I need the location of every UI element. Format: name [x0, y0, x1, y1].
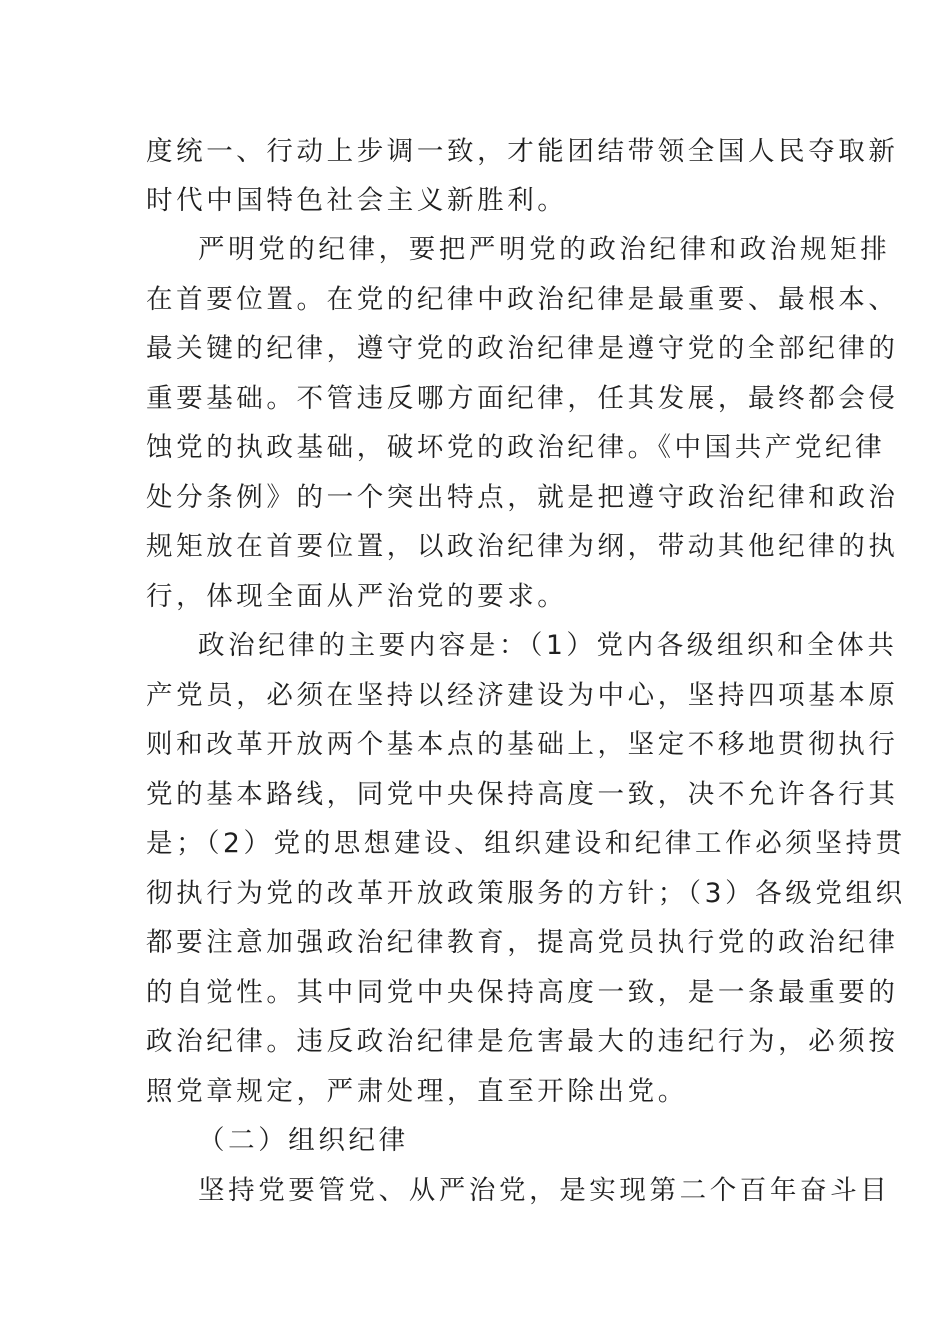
- paragraph-first-line: 坚持党要管党、从严治党，是实现第二个百年奋斗目: [198, 1175, 891, 1206]
- paragraph-first-line: 严明党的纪律，要把严明党的政治纪律和政治规矩排: [198, 234, 891, 265]
- text-line: 是；（2）党的思想建设、组织建设和纪律工作必须坚持贯: [146, 828, 906, 859]
- text-line: 重要基础。不管违反哪方面纪律，任其发展，最终都会侵: [146, 383, 899, 414]
- text-line: 规矩放在首要位置，以政治纪律为纲，带动其他纪律的执: [146, 531, 899, 562]
- text-line: 照党章规定，严肃处理，直至开除出党。: [146, 1076, 688, 1107]
- text-line: 则和改革开放两个基本点的基础上，坚定不移地贯彻执行: [146, 729, 899, 760]
- text-line: 产党员，必须在坚持以经济建设为中心，坚持四项基本原: [146, 680, 899, 711]
- text-line: 党的基本路线，同党中央保持高度一致，决不允许各行其: [146, 779, 899, 810]
- text-line: 彻执行为党的改革开放政策服务的方针；（3）各级党组织: [146, 878, 906, 909]
- text-line: 都要注意加强政治纪律教育，提高党员执行党的政治纪律: [146, 927, 899, 958]
- section-heading: （二）组织纪律: [198, 1125, 409, 1156]
- text-line: 时代中国特色社会主义新胜利。: [146, 185, 568, 216]
- text-line: 最关键的纪律，遵守党的政治纪律是遵守党的全部纪律的: [146, 333, 899, 364]
- text-line: 行，体现全面从严治党的要求。: [146, 581, 568, 612]
- text-line: 在首要位置。在党的纪律中政治纪律是最重要、最根本、: [146, 284, 899, 315]
- paragraph-first-line: 政治纪律的主要内容是：（1）党内各级组织和全体共: [198, 630, 898, 661]
- text-line: 政治纪律。违反政治纪律是危害最大的违纪行为，必须按: [146, 1026, 899, 1057]
- text-line: 蚀党的执政基础，破坏党的政治纪律。《中国共产党纪律: [146, 432, 886, 463]
- text-line: 度统一、行动上步调一致，才能团结带领全国人民夺取新: [146, 136, 899, 167]
- text-line: 处分条例》的一个突出特点，就是把遵守政治纪律和政治: [146, 482, 899, 513]
- text-line: 的自觉性。其中同党中央保持高度一致，是一条最重要的: [146, 977, 899, 1008]
